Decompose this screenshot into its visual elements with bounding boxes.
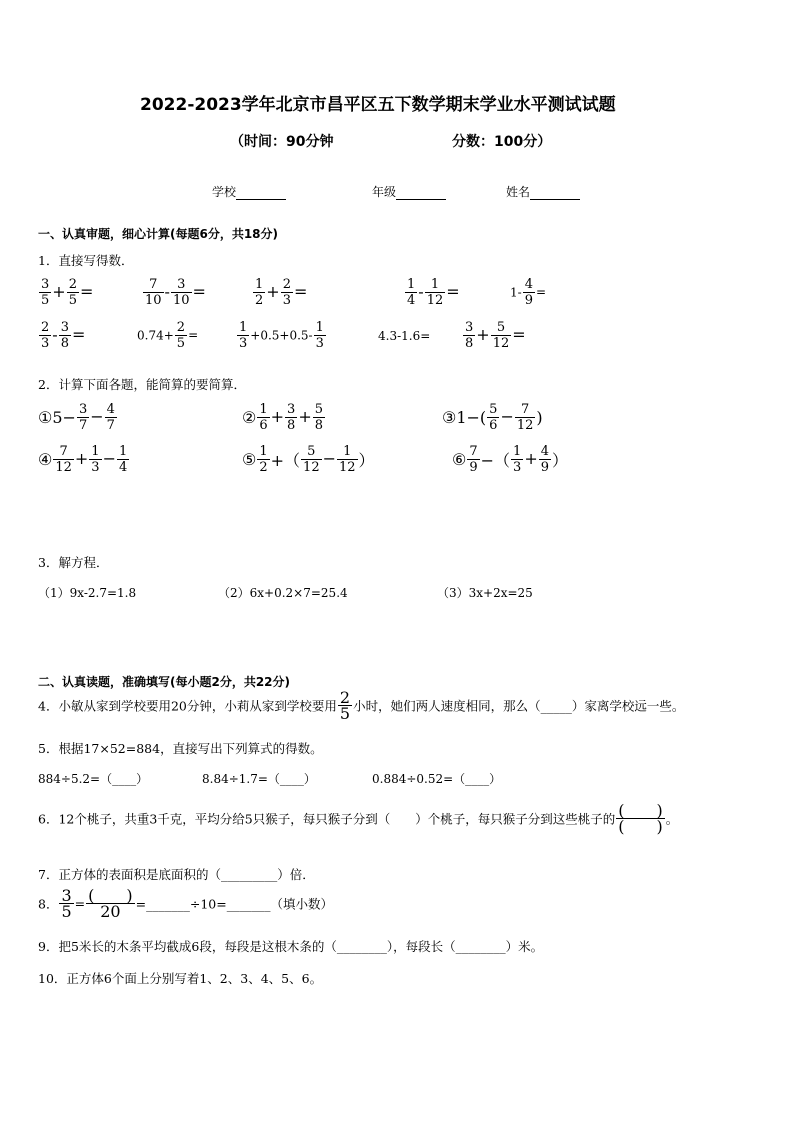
question-4: 4．小敏从家到学校要用20分钟，小莉从家到学校要用 $\frac{2}{5}$ 小时，她们两人速度相同，那么（_____）家离学校远一些。 bbox=[38, 688, 685, 723]
school-label: 学校 bbox=[212, 185, 237, 199]
q2-item-3: ③1−( $\frac{5}{6}$ − $\frac{7}{12}$ ) bbox=[442, 402, 543, 433]
q1-item-9: 4.3-1.6= bbox=[378, 329, 431, 343]
circled-5: ⑤ bbox=[242, 450, 257, 469]
page-title: 2022-2023学年北京市昌平区五下数学期末学业水平测试试题 bbox=[140, 95, 616, 115]
q6-blank-fraction[interactable]: $\frac{( )}{( )}$ bbox=[618, 801, 663, 836]
q1-item-8: $\frac{1}{3}$ +0.5+0.5- $\frac{1}{3}$ bbox=[239, 320, 324, 351]
question-7: 7．正方体的表面积是底面积的（_________）倍． bbox=[38, 867, 315, 882]
q1-item-2: $\frac{7}{10}$ - $\frac{3}{10}$ = bbox=[145, 277, 206, 308]
q5-item-3: 0.884÷0.52=（____） bbox=[372, 772, 502, 786]
equation-1: （1）9x-2.7=1.8 bbox=[38, 586, 137, 600]
q8-blank-fraction[interactable]: $\frac{( )}{20}$ bbox=[88, 886, 133, 921]
q2-item-4: ④ $\frac{7}{12}$ + $\frac{1}{3}$ − $\frac{1}{4}$ bbox=[38, 444, 128, 475]
name-field[interactable] bbox=[506, 183, 580, 200]
question-1: 1．直接写得数． bbox=[38, 253, 134, 268]
question-9: 9．把5米长的木条平均截成6段，每段是这根木条的（________），每段长（________）米。 bbox=[38, 939, 544, 954]
equation-3: （3）3x+2x=25 bbox=[437, 586, 533, 600]
circled-1: ① bbox=[38, 408, 53, 427]
grade-field[interactable] bbox=[372, 183, 446, 200]
question-2: 2．计算下面各题，能简算的要简算． bbox=[38, 377, 246, 392]
section2-heading: 二、认真读题，准确填写(每小题2分，共22分) bbox=[38, 675, 291, 689]
exam-score: 分数：100分） bbox=[452, 134, 552, 150]
circled-2: ② bbox=[242, 408, 257, 427]
q2-item-6: ⑥ $\frac{7}{9}$ −（ $\frac{1}{3}$ + $\frac{4}{9}$ ） bbox=[452, 444, 569, 475]
q1-item-5: 1- $\frac{4}{9}$ = bbox=[510, 277, 547, 308]
grade-label: 年级 bbox=[372, 185, 397, 199]
question-8: 8． $\frac{3}{5}$ = $\frac{( )}{20}$ =_______÷10=_______（填小数） bbox=[38, 886, 333, 921]
question-3: 3．解方程． bbox=[38, 555, 109, 570]
q1-item-3: $\frac{1}{2}$ + $\frac{2}{3}$ = bbox=[255, 277, 308, 308]
question-6: 6．12个桃子，共重3千克，平均分给5只猴子，每只猴子分到（ ）个桃子，每只猴子分到这些桃子的 $\frac{( )}{( )}$ 。 bbox=[38, 801, 679, 836]
q1-item-6: $\frac{2}{3}$ - $\frac{3}{8}$ = bbox=[41, 320, 86, 351]
school-field[interactable] bbox=[212, 183, 286, 200]
question-10: 10．正方体6个面上分别写着1、2、3、4、5、6。 bbox=[38, 971, 323, 986]
q1-item-4: $\frac{1}{4}$ - $\frac{1}{12}$ = bbox=[407, 277, 460, 308]
q2-item-5: ⑤ $\frac{1}{2}$ +（ $\frac{5}{12}$ − $\frac{1}{12}$ ） bbox=[242, 444, 375, 475]
q1-item-1: $\frac{3}{5}$ + $\frac{2}{5}$ = bbox=[41, 277, 94, 308]
circled-3: ③ bbox=[442, 408, 457, 427]
exam-time: （时间：90分钟 bbox=[230, 134, 334, 150]
q2-item-1: ①5− $\frac{3}{7}$ − $\frac{4}{7}$ bbox=[38, 402, 115, 433]
q2-item-2: ② $\frac{1}{6}$ + $\frac{3}{8}$ + $\frac{5}{8}$ bbox=[242, 402, 323, 433]
q5-item-1: 884÷5.2=（____） bbox=[38, 772, 149, 786]
q1-item-7: 0.74+ $\frac{2}{5}$ = bbox=[137, 320, 199, 351]
question-5: 5．根据17×52=884，直接写出下列算式的得数。 bbox=[38, 741, 323, 756]
q1-item-10: $\frac{3}{8}$ + $\frac{5}{12}$ = bbox=[465, 320, 526, 351]
circled-4: ④ bbox=[38, 450, 53, 469]
circled-6: ⑥ bbox=[452, 450, 467, 469]
equation-2: （2）6x+0.2×7=25.4 bbox=[218, 586, 348, 600]
q5-item-2: 8.84÷1.7=（____） bbox=[202, 772, 316, 786]
name-label: 姓名 bbox=[506, 185, 531, 199]
section1-heading: 一、认真审题，细心计算(每题6分，共18分) bbox=[38, 227, 279, 241]
